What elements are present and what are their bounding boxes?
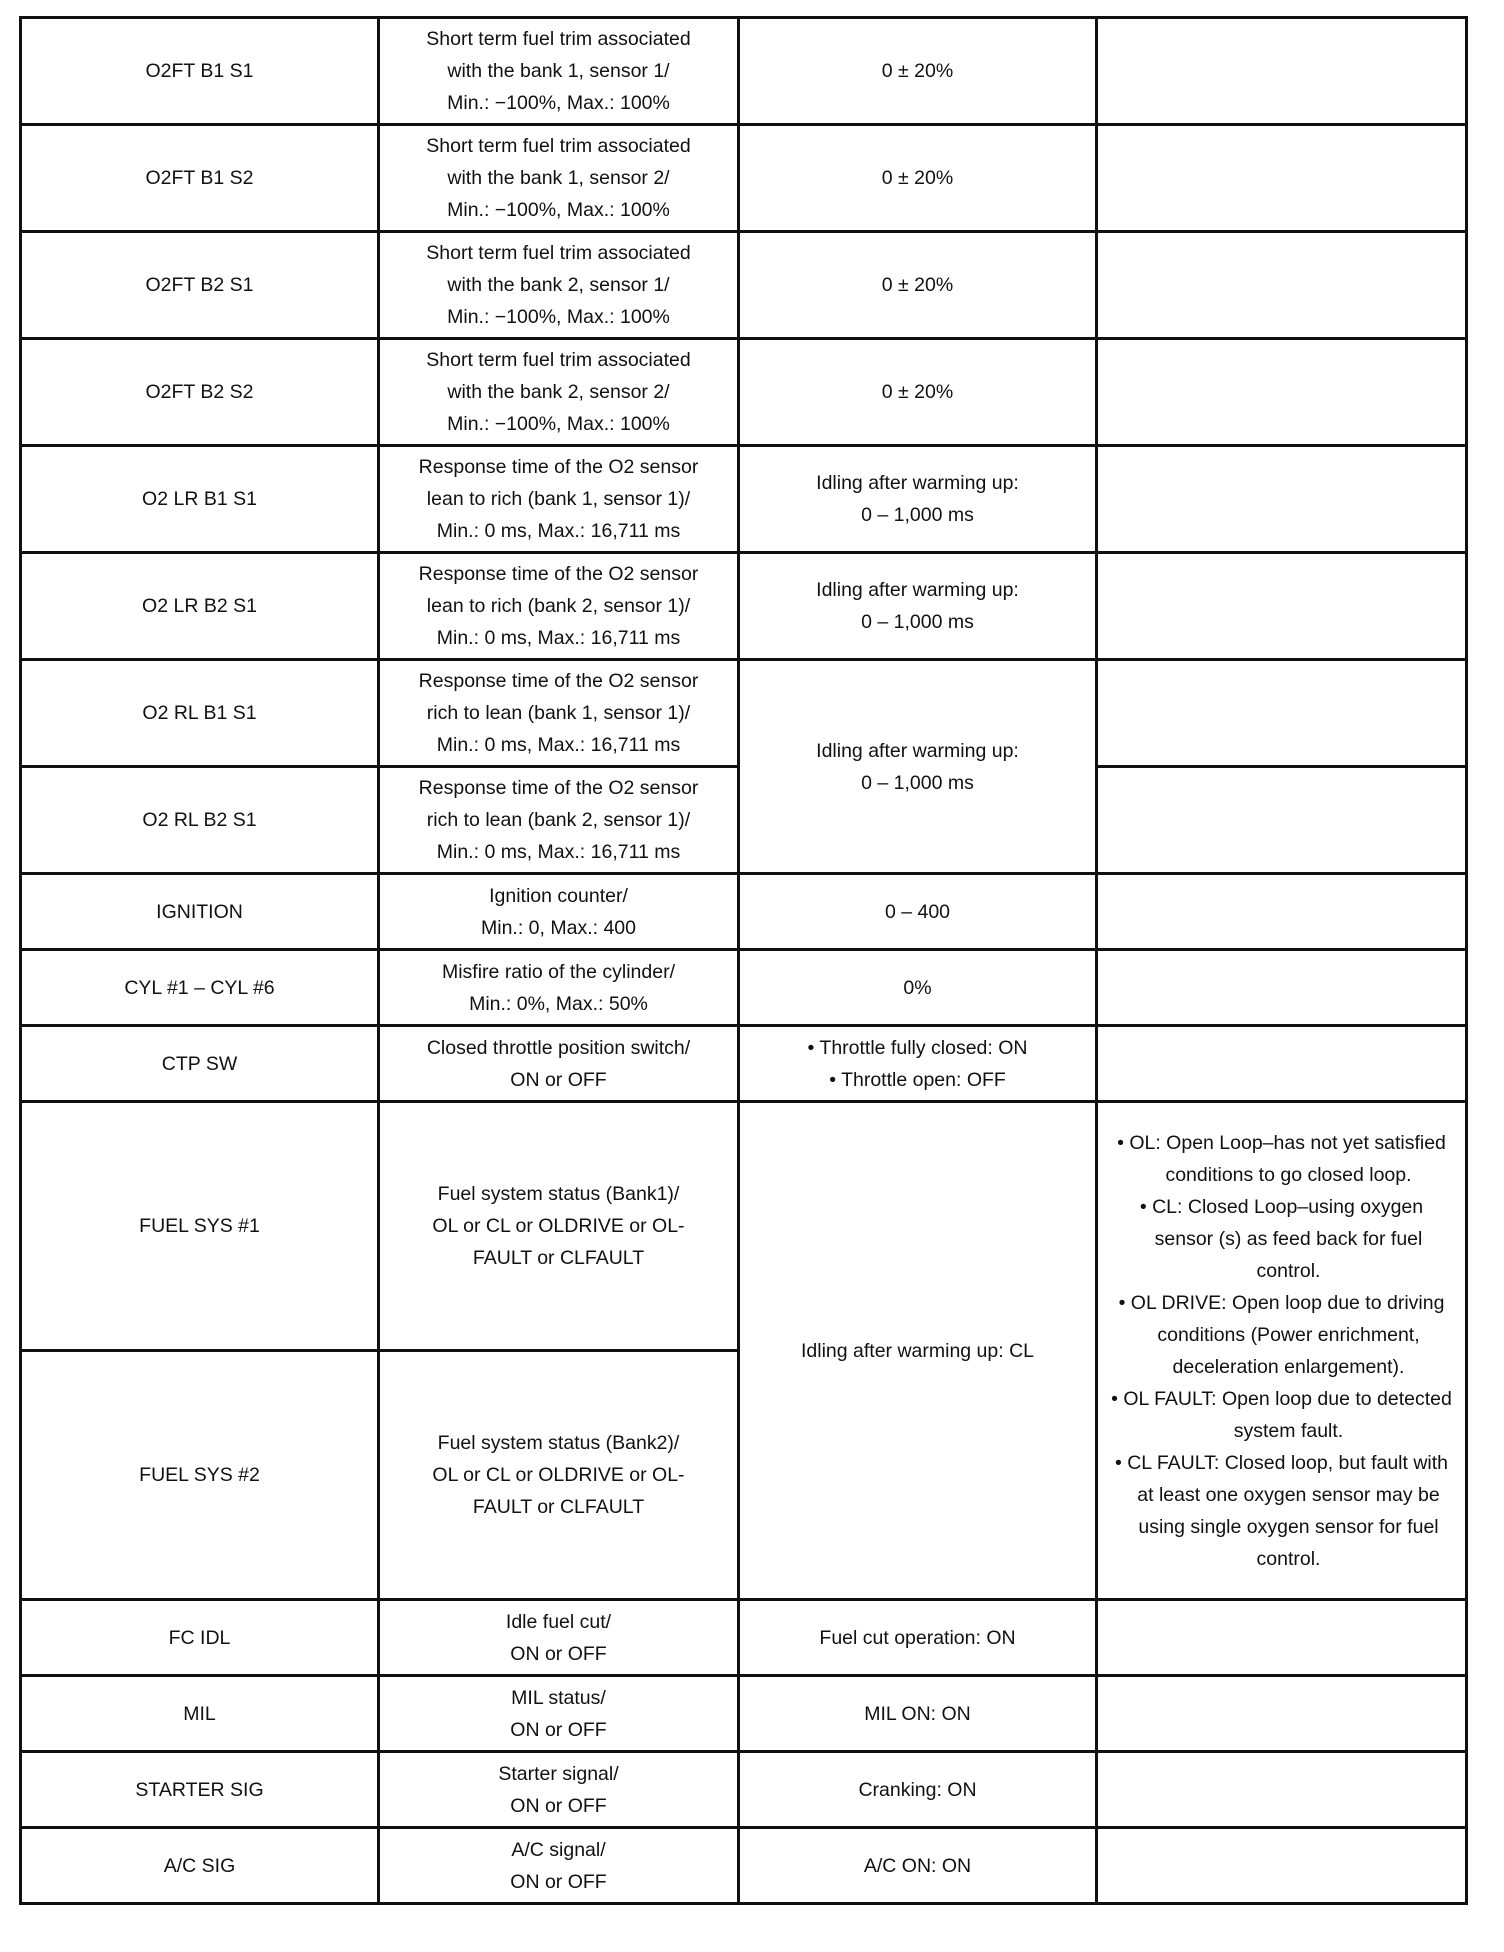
item-condition: Short term fuel trim associated with the bank 2, sensor 2/ Min.: −100%, Max.: 100%	[379, 339, 739, 446]
item-name: FUEL SYS #2	[21, 1351, 379, 1600]
remark-line: • OL: Open Loop–has not yet satisfied conditions to go closed loop.	[1117, 1131, 1446, 1186]
item-name: O2FT B2 S2	[21, 339, 379, 446]
item-value: Fuel cut operation: ON	[739, 1600, 1097, 1676]
item-name: O2FT B2 S1	[21, 232, 379, 339]
item-value: Idling after warming up: 0 – 1,000 ms	[739, 660, 1097, 874]
item-name: CTP SW	[21, 1026, 379, 1102]
item-value	[739, 1026, 1097, 1102]
item-condition: Response time of the O2 sensor lean to rich (bank 2, sensor 1)/ Min.: 0 ms, Max.: 16,711 ms	[379, 553, 739, 660]
item-remarks	[1097, 950, 1467, 1026]
table-row	[21, 660, 1467, 767]
item-value: 0 ± 20%	[739, 125, 1097, 232]
item-remarks	[1097, 1026, 1467, 1102]
item-value: 0%	[739, 950, 1097, 1026]
item-remarks	[1097, 446, 1467, 553]
table-row	[21, 1026, 1467, 1102]
value-line: • Throttle fully closed: ON	[807, 1036, 1028, 1059]
table-row	[21, 1676, 1467, 1752]
item-remarks	[1097, 18, 1467, 125]
item-name: O2FT B1 S2	[21, 125, 379, 232]
item-condition: Closed throttle position switch/ ON or OFF	[379, 1026, 739, 1102]
item-condition: A/C signal/ ON or OFF	[379, 1828, 739, 1904]
item-name: O2 LR B1 S1	[21, 446, 379, 553]
item-remarks	[1097, 339, 1467, 446]
table-row	[21, 446, 1467, 553]
item-name: CYL #1 – CYL #6	[21, 950, 379, 1026]
table-row	[21, 1752, 1467, 1828]
table-row	[21, 125, 1467, 232]
item-value: Idling after warming up: 0 – 1,000 ms	[739, 553, 1097, 660]
item-condition: Ignition counter/ Min.: 0, Max.: 400	[379, 874, 739, 950]
item-name: STARTER SIG	[21, 1752, 379, 1828]
item-condition: Response time of the O2 sensor rich to lean (bank 2, sensor 1)/ Min.: 0 ms, Max.: 16,711 ms	[379, 767, 739, 874]
item-condition: Short term fuel trim associated with the bank 1, sensor 1/ Min.: −100%, Max.: 100%	[379, 18, 739, 125]
table-row	[21, 18, 1467, 125]
item-name: A/C SIG	[21, 1828, 379, 1904]
remark-line: • CL FAULT: Closed loop, but fault with at least one oxygen sensor may be using single oxygen sensor for fuel control.	[1114, 1451, 1449, 1570]
item-value: Idling after warming up: 0 – 1,000 ms	[739, 446, 1097, 553]
item-name: O2 RL B1 S1	[21, 660, 379, 767]
item-value: MIL ON: ON	[739, 1676, 1097, 1752]
item-value: Idling after warming up: CL	[739, 1102, 1097, 1600]
item-name: O2 LR B2 S1	[21, 553, 379, 660]
item-remarks	[1097, 1102, 1467, 1600]
table-row	[21, 1600, 1467, 1676]
item-remarks	[1097, 874, 1467, 950]
item-value: 0 ± 20%	[739, 232, 1097, 339]
remark-line: • OL FAULT: Open loop due to detected system fault.	[1111, 1387, 1452, 1442]
item-remarks	[1097, 660, 1467, 767]
item-name: IGNITION	[21, 874, 379, 950]
item-value: 0 ± 20%	[739, 18, 1097, 125]
table-row	[21, 950, 1467, 1026]
item-condition: Response time of the O2 sensor rich to lean (bank 1, sensor 1)/ Min.: 0 ms, Max.: 16,711 ms	[379, 660, 739, 767]
table-row	[21, 553, 1467, 660]
item-value: Cranking: ON	[739, 1752, 1097, 1828]
item-remarks	[1097, 1828, 1467, 1904]
item-name: FUEL SYS #1	[21, 1102, 379, 1351]
data-list-table	[19, 16, 1468, 1905]
item-remarks	[1097, 1676, 1467, 1752]
item-name: FC IDL	[21, 1600, 379, 1676]
item-remarks	[1097, 767, 1467, 874]
item-remarks	[1097, 1600, 1467, 1676]
item-condition: MIL status/ ON or OFF	[379, 1676, 739, 1752]
item-remarks	[1097, 1752, 1467, 1828]
table-row	[21, 874, 1467, 950]
item-condition: Misfire ratio of the cylinder/ Min.: 0%, Max.: 50%	[379, 950, 739, 1026]
item-value: A/C ON: ON	[739, 1828, 1097, 1904]
item-condition: Idle fuel cut/ ON or OFF	[379, 1600, 739, 1676]
item-condition: Response time of the O2 sensor lean to rich (bank 1, sensor 1)/ Min.: 0 ms, Max.: 16,711 ms	[379, 446, 739, 553]
table-row	[21, 1102, 1467, 1351]
remark-line: • OL DRIVE: Open loop due to driving conditions (Power enrichment, deceleration enlargement).	[1118, 1291, 1445, 1378]
item-remarks	[1097, 553, 1467, 660]
item-name: O2 RL B2 S1	[21, 767, 379, 874]
table-row	[21, 1828, 1467, 1904]
item-condition: Short term fuel trim associated with the bank 1, sensor 2/ Min.: −100%, Max.: 100%	[379, 125, 739, 232]
table-row	[21, 232, 1467, 339]
item-condition: Starter signal/ ON or OFF	[379, 1752, 739, 1828]
item-remarks	[1097, 125, 1467, 232]
item-value: 0 ± 20%	[739, 339, 1097, 446]
item-condition: Short term fuel trim associated with the bank 2, sensor 1/ Min.: −100%, Max.: 100%	[379, 232, 739, 339]
item-condition: Fuel system status (Bank2)/ OL or CL or OLDRIVE or OL- FAULT or CLFAULT	[379, 1351, 739, 1600]
item-remarks	[1097, 232, 1467, 339]
item-value: 0 – 400	[739, 874, 1097, 950]
table-row	[21, 339, 1467, 446]
remark-line: • CL: Closed Loop–using oxygen sensor (s) as feed back for fuel control.	[1139, 1195, 1424, 1282]
item-name: MIL	[21, 1676, 379, 1752]
value-line: • Throttle open: OFF	[829, 1068, 1006, 1091]
item-name: O2FT B1 S1	[21, 18, 379, 125]
item-condition: Fuel system status (Bank1)/ OL or CL or OLDRIVE or OL- FAULT or CLFAULT	[379, 1102, 739, 1351]
